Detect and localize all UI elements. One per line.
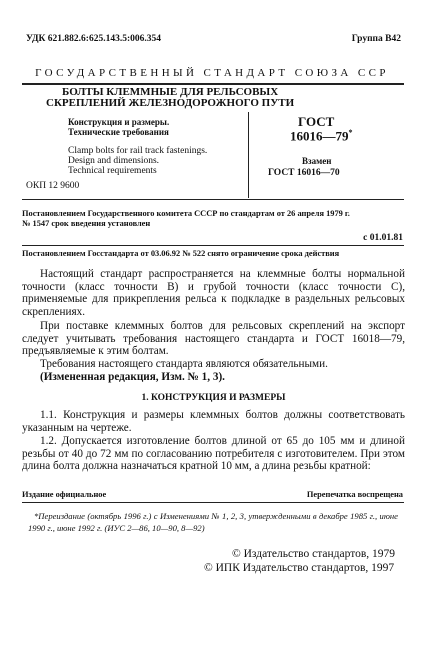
edition-note: (Измененная редакция, Изм. № 1, 3). <box>40 371 225 383</box>
subtitle-ru-line1: Конструкция и размеры. <box>68 117 170 127</box>
effective-date: с 01.01.81 <box>363 233 403 243</box>
title-en-line2: Design and dimensions. <box>68 156 160 166</box>
clause-1-2: 1.2. Допускается изготовление болтов длиной от 65 до 105 мм и длиной резьбы от 40 до 72 мм по согласованию потребителя с изготовителем. При этом длина болта должна назначаться кратной 10 мм, а длина резьбы кратной: <box>22 435 405 473</box>
replaces-label: Взамен <box>302 156 332 166</box>
paragraph-export: При поставке клеммных болтов для рельсовых скреплений на экспорт следует учитывать требования настоящего стандарта и ГОСТ 16018—79, предъявляемые к этим болтам. <box>22 320 405 358</box>
gost-asterisk: * <box>348 128 353 137</box>
reprint-prohibited: Перепечатка воспрещена <box>306 490 403 499</box>
copyright-1979: © Издательство стандартов, 1979 <box>232 548 396 560</box>
group-code: Группа В42 <box>351 34 401 44</box>
clause-1-1: 1.1. Конструкция и размеры клеммных болтов должны соответствовать указанным на чертеже. <box>22 409 405 434</box>
title-en-line3: Technical requirements <box>68 166 157 176</box>
okp-code: ОКП 12 9600 <box>26 181 80 191</box>
footer-rule <box>22 502 404 503</box>
udc-code: УДК 621.882.6:625.143.5:006.354 <box>26 34 162 44</box>
copyright-1997: © ИПК Издательство стандартов, 1997 <box>204 562 395 574</box>
gost-label: ГОСТ <box>298 114 335 129</box>
gost-number <box>290 128 353 144</box>
decree1-line2: № 1547 срок введения установлен <box>22 219 151 228</box>
title-ru-line1: БОЛТЫ КЛЕММНЫЕ ДЛЯ РЕЛЬСОВЫХ <box>62 86 279 98</box>
decree-rule <box>22 245 404 246</box>
official-edition: Издание официальное <box>22 490 107 499</box>
title-block-bottom-rule <box>22 199 404 200</box>
title-block-divider <box>248 112 249 198</box>
decree2: Постановлением Госстандарта от 03.06.92 № 522 снято ограничение срока действия <box>22 249 340 258</box>
replaces-value: ГОСТ 16016—70 <box>268 168 340 178</box>
title-en-line1: Clamp bolts for rail track fastenings. <box>68 146 208 156</box>
paragraph-scope: Настоящий стандарт распространяется на клеммные болты нормальной точности (класс точности В) и грубой точности (класс точности С), применяемые для прикрепления рельса к подкладке в раздельных рельсовых скреплениях. <box>22 268 405 319</box>
title-ru-line2: СКРЕПЛЕНИЙ ЖЕЛЕЗНОДОРОЖНОГО ПУТИ <box>46 97 295 109</box>
paragraph-mandatory: Требования настоящего стандарта являются обязательными. <box>40 358 328 370</box>
subtitle-ru-line2: Технические требования <box>68 127 169 137</box>
section1-heading: 1. КОНСТРУКЦИЯ И РАЗМЕРЫ <box>141 393 286 403</box>
title-block-top-rule <box>22 83 404 85</box>
reissue-note: *Переиздание (октябрь 1996 г.) с Изменениями № 1, 2, 3, утвержденными в декабре 1985 г., июне 1990 г., июне 1992 г. (ИУС 2—86, 10—90, 8—92) <box>28 511 398 533</box>
decree1-line1: Постановлением Государственного комитета СССР по стандартам от 26 апреля 1979 г. <box>22 209 350 218</box>
gost-number-value: 16016—79 <box>290 128 349 144</box>
standard-banner: ГОСУДАРСТВЕННЫЙ СТАНДАРТ СОЮЗА ССР <box>35 67 389 79</box>
